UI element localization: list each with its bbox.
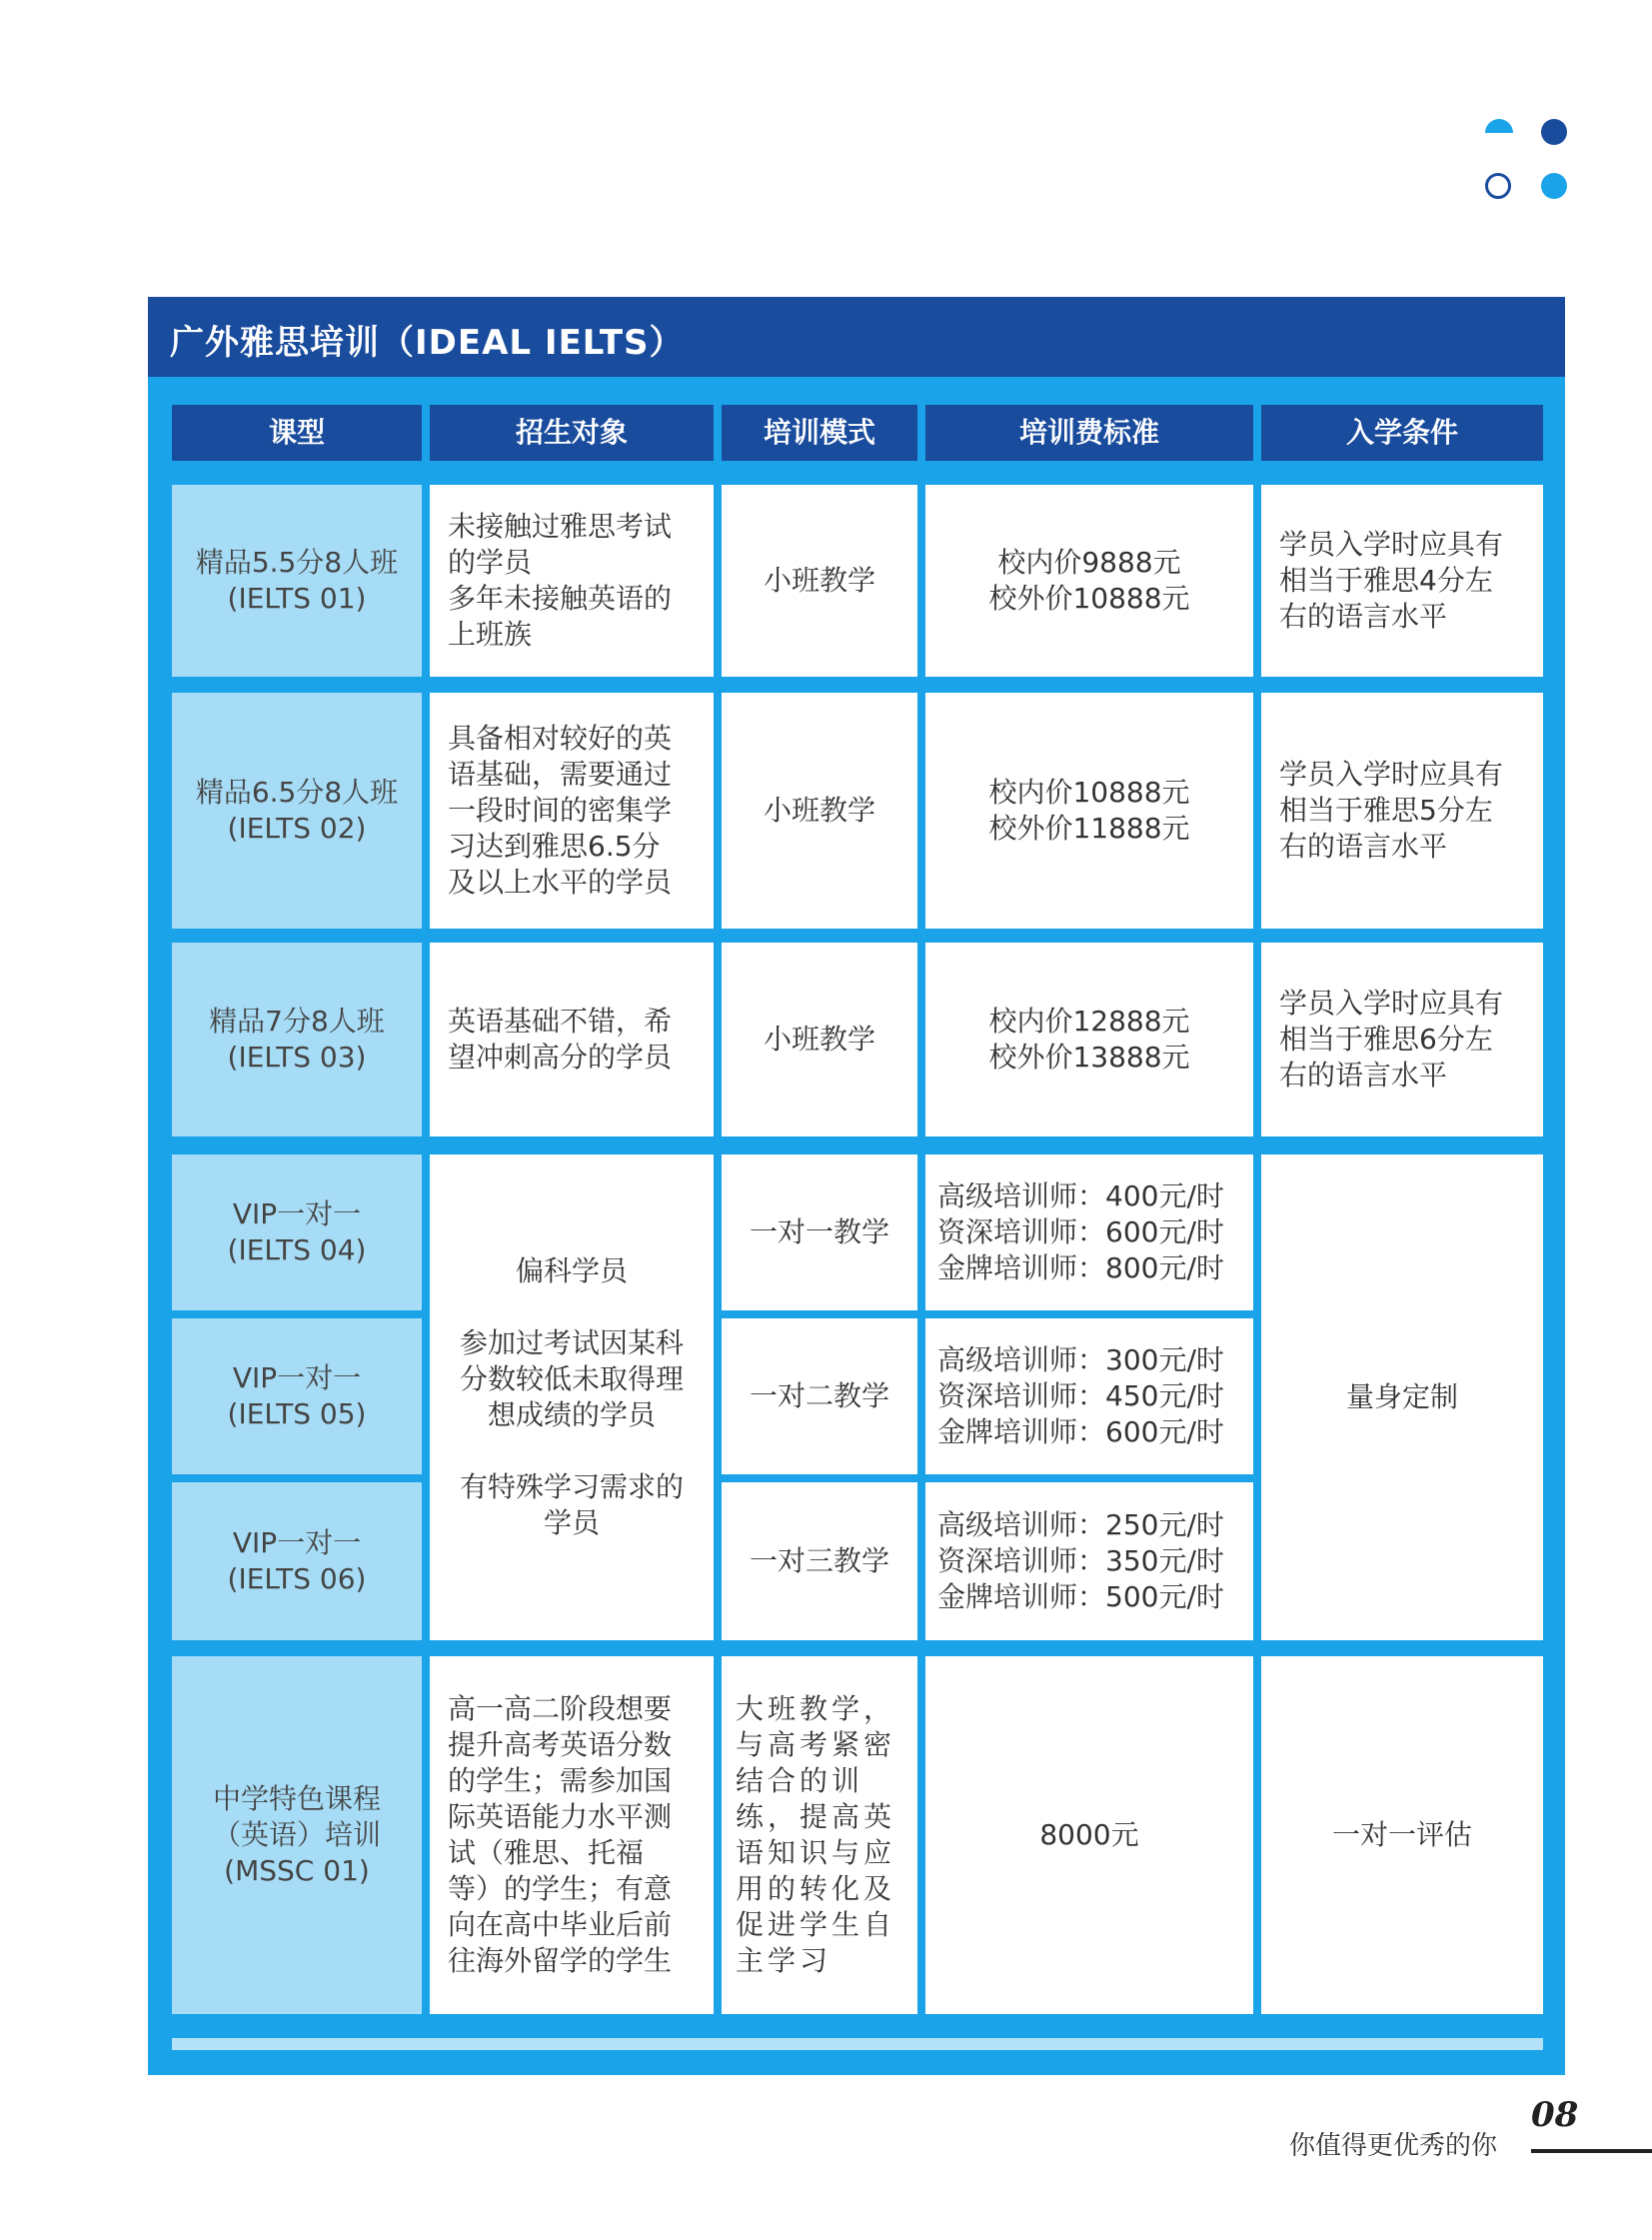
course-fee-ielts06: 高级培训师：250元/时 资深培训师：350元/时 金牌培训师：500元/时 [925, 1482, 1253, 1640]
panel-header [148, 297, 1565, 377]
footer-rule [1531, 2149, 1652, 2153]
panel-bottom-bar [172, 2038, 1543, 2050]
vip-req: 量身定制 [1261, 1154, 1543, 1640]
course-fee-ielts04: 高级培训师：400元/时 资深培训师：600元/时 金牌培训师：800元/时 [925, 1154, 1253, 1310]
course-fee-ielts01: 校内价9888元 校外价10888元 [925, 485, 1253, 677]
course-fee-ielts03: 校内价12888元 校外价13888元 [925, 943, 1253, 1136]
col-header-req: 入学条件 [1261, 405, 1543, 461]
vip-target: 偏科学员 参加过考试因某科 分数较低未取得理 想成绩的学员 有特殊学习需求的 学员 [430, 1154, 714, 1640]
course-mode-ielts05: 一对二教学 [722, 1318, 917, 1474]
course-type-ielts01: 精品5.5分8人班 (IELTS 01) [172, 485, 422, 677]
col-header-type: 课型 [172, 405, 422, 461]
course-type-ielts03: 精品7分8人班 (IELTS 03) [172, 943, 422, 1136]
course-req-mssc01: 一对一评估 [1261, 1656, 1543, 2014]
course-fee-ielts02: 校内价10888元 校外价11888元 [925, 693, 1253, 929]
course-target-ielts02: 具备相对较好的英 语基础，需要通过 一段时间的密集学 习达到雅思6.5分 及以上水平的学员 [430, 693, 714, 929]
course-mode-ielts02: 小班教学 [722, 693, 917, 929]
page-number: 08 [1531, 2095, 1579, 2135]
course-type-ielts05: VIP一对一 (IELTS 05) [172, 1318, 422, 1474]
course-target-mssc01: 高一高二阶段想要 提升高考英语分数 的学生；需参加国 际英语能力水平测 试（雅思、托福 等）的学生；有意 向在高中毕业后前 往海外留学的学生 [430, 1656, 714, 2014]
decor-dot-light [1541, 173, 1567, 199]
course-type-ielts02: 精品6.5分8人班 (IELTS 02) [172, 693, 422, 929]
course-mode-ielts01: 小班教学 [722, 485, 917, 677]
course-type-ielts04: VIP一对一 (IELTS 04) [172, 1154, 422, 1310]
course-mode-ielts03: 小班教学 [722, 943, 917, 1136]
course-req-ielts02: 学员入学时应具有 相当于雅思5分左 右的语言水平 [1261, 693, 1543, 929]
course-mode-ielts04: 一对一教学 [722, 1154, 917, 1310]
decor-dot-half [1485, 119, 1513, 133]
course-mode-ielts06: 一对三教学 [722, 1482, 917, 1640]
decor-dot-dark [1541, 119, 1567, 145]
course-target-ielts03: 英语基础不错，希 望冲刺高分的学员 [430, 943, 714, 1136]
course-type-mssc01: 中学特色课程 （英语）培训 (MSSC 01) [172, 1656, 422, 2014]
decor-dot-ring [1485, 173, 1511, 199]
col-header-target: 招生对象 [430, 405, 714, 461]
col-header-mode: 培训模式 [722, 405, 917, 461]
course-type-ielts06: VIP一对一 (IELTS 06) [172, 1482, 422, 1640]
course-panel [148, 297, 1565, 2075]
course-mode-mssc01: 大班教学， 与高考紧密 结合的训 练，提高英 语知识与应 用的转化及 促进学生自 主学习 [722, 1656, 917, 2014]
footer-slogan: 你值得更优秀的你 [1289, 2131, 1498, 2161]
course-req-ielts01: 学员入学时应具有 相当于雅思4分左 右的语言水平 [1261, 485, 1543, 677]
course-target-ielts01: 未接触过雅思考试 的学员 多年未接触英语的 上班族 [430, 485, 714, 677]
course-req-ielts03: 学员入学时应具有 相当于雅思6分左 右的语言水平 [1261, 943, 1543, 1136]
course-fee-ielts05: 高级培训师：300元/时 资深培训师：450元/时 金牌培训师：600元/时 [925, 1318, 1253, 1474]
course-fee-mssc01: 8000元 [925, 1656, 1253, 2014]
col-header-fee: 培训费标准 [925, 405, 1253, 461]
panel-title: 广外雅思培训（IDEAL IELTS） [170, 323, 685, 363]
